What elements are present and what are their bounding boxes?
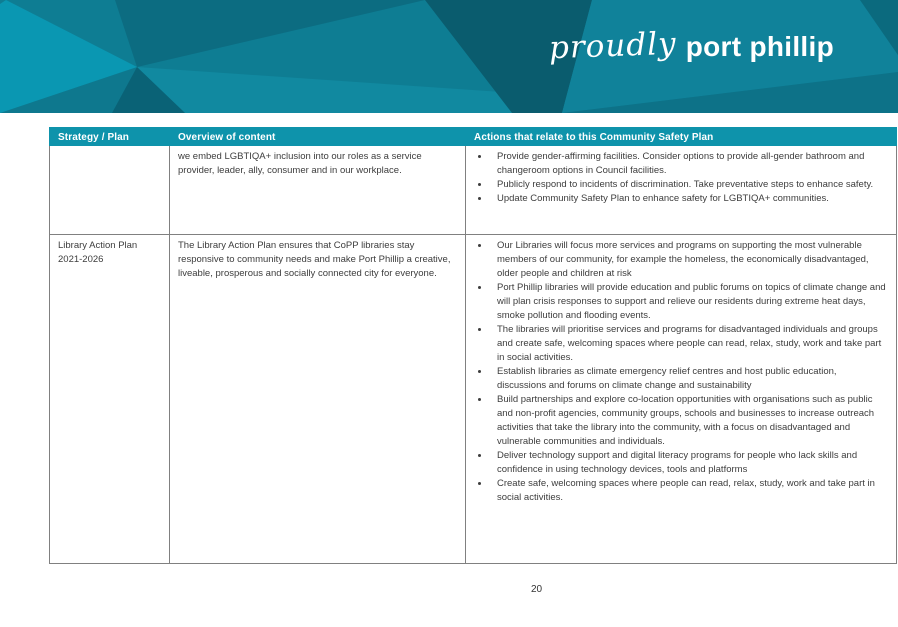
col-header-overview: Overview of content xyxy=(170,128,466,146)
logo-brand-text: port phillip xyxy=(685,31,834,62)
action-bullet-item: • Update Community Safety Plan to enhance safety for LGBTIQA+ communities. xyxy=(490,192,888,206)
table-row xyxy=(50,146,897,235)
col-header-strategy-plan: Strategy / Plan xyxy=(50,128,170,146)
action-bullet-item: • Build partnerships and explore co-location opportunities with organisations such as public and non-profit agencies, community groups, schools and businesses to increase outreach activities that take the library into the community, with a focus on disadvantaged and vulnerable communities and individuals. xyxy=(490,393,888,449)
strategy-plan-cell xyxy=(50,146,170,235)
strategy-plan-cell: Library Action Plan 2021-2026 xyxy=(50,235,170,564)
actions-cell xyxy=(466,146,897,235)
logo-script-text: proudly xyxy=(548,25,678,67)
table-row xyxy=(50,235,897,564)
strategy-plan-table xyxy=(49,127,897,564)
action-bullet-item: • Establish libraries as climate emergency relief centres and host public education, discussions and forums on climate change and sustainability xyxy=(490,365,888,393)
port-phillip-logo xyxy=(548,25,834,67)
action-bullet-item: • Provide gender-affirming facilities. Consider options to provide all-gender bathroom and changeroom options in Council facilities. xyxy=(490,150,888,178)
actions-bullet-list xyxy=(474,239,888,505)
page-number: 20 xyxy=(531,584,543,595)
table-header-row xyxy=(50,128,897,146)
overview-cell: we embed LGBTIQA+ inclusion into our roles as a service provider, leader, ally, consumer and in our workplace. xyxy=(170,146,466,235)
action-bullet-item: • The libraries will prioritise services and programs for disadvantaged individuals and groups and create safe, welcoming spaces where people can read, relax, study, work and take part in social activities. xyxy=(490,323,888,365)
overview-cell: The Library Action Plan ensures that CoPP libraries stay responsive to community needs and make Port Phillip a creative, liveable, prosperous and socially connected city for everyone. xyxy=(170,235,466,564)
actions-bullet-list xyxy=(474,150,888,206)
action-bullet-item: • Create safe, welcoming spaces where people can read, relax, study, work and take part in social activities. xyxy=(490,477,888,505)
action-bullet-item: • Publicly respond to incidents of discrimination. Take preventative steps to enhance safety. xyxy=(490,178,888,192)
action-bullet-item: • Deliver technology support and digital literacy programs for people who lack skills and confidence in using technology devices, tools and platforms xyxy=(490,449,888,477)
action-bullet-item: • Port Phillip libraries will provide education and public forums on topics of climate change and will plan crisis responses to support and relieve our residents during extreme heat days, smoke pollution and flooding events. xyxy=(490,281,888,323)
header-banner xyxy=(0,0,898,113)
action-bullet-item: • Our Libraries will focus more services and programs on supporting the most vulnerable members of our community, for example the homeless, the economically disadvantaged, older people and children at risk xyxy=(490,239,888,281)
col-header-actions: Actions that relate to this Community Safety Plan xyxy=(466,128,897,146)
actions-cell xyxy=(466,235,897,564)
